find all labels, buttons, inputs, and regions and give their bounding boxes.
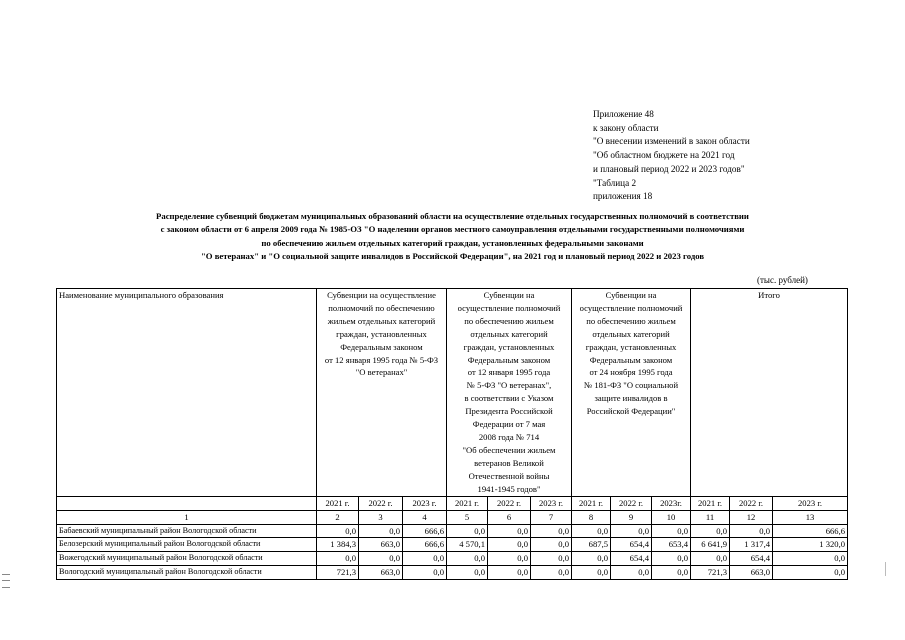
value-cell: 4 570,1 (447, 538, 488, 552)
page-edge-line (885, 562, 886, 576)
value-cell: 0,0 (773, 566, 848, 580)
header-municipality (57, 289, 317, 497)
appendix-line: Приложение 48 (593, 109, 654, 119)
title-line: с законом области от 6 апреля 2009 года № 1985-ОЗ "О наделении органов местного самоуправления отдельными государственными полномочиями (160, 224, 745, 235)
value-cell: 654,4 (611, 538, 652, 552)
header-disabled (572, 289, 691, 497)
header-line: Отечественной войны (468, 470, 550, 481)
column-number-cell: 1 (57, 510, 317, 524)
header-line: 1941-1945 годов" (477, 483, 541, 494)
value-cell: 663,0 (359, 566, 403, 580)
header-line: 2008 года № 714 (478, 431, 540, 442)
units-label: (тыс. рублей) (757, 275, 808, 285)
value-cell: 0,0 (691, 552, 730, 566)
header-line: Президента Российской (465, 406, 553, 417)
value-cell: 0,0 (652, 566, 691, 580)
appendix-line: "О внесении изменений в закон области (593, 136, 750, 147)
header-line: "Об обеспечении жильем (462, 444, 556, 455)
header-row (57, 289, 848, 497)
year-blank-cell (57, 496, 317, 510)
value-cell: 0,0 (447, 524, 488, 538)
column-number-cell: 2 (317, 510, 359, 524)
value-cell: 0,0 (359, 552, 403, 566)
column-number-cell: 13 (773, 510, 848, 524)
value-cell: 0,0 (488, 538, 531, 552)
value-cell: 0,0 (572, 524, 611, 538)
value-cell: 0,0 (403, 552, 447, 566)
value-cell: 0,0 (447, 566, 488, 580)
municipality-name-cell: Белозерский муниципальный район Вологодской области (57, 538, 317, 552)
header-line: Субвенции на (605, 290, 657, 300)
value-cell: 0,0 (317, 524, 359, 538)
title-line: "О ветеранах" и "О социальной защите инвалидов в Российской Федерации", на 2021 год и плановый период 2022 и 2023 годов (200, 251, 705, 262)
value-cell: 6 641,9 (691, 538, 730, 552)
column-number-cell: 10 (652, 510, 691, 524)
subsidy-table (56, 288, 848, 580)
year-row (57, 496, 848, 510)
header-line: Федеральным законом (340, 341, 423, 352)
column-number-cell: 3 (359, 510, 403, 524)
value-cell: 0,0 (531, 538, 572, 552)
header-line: ветеранов Великой (474, 457, 544, 468)
header-line: Субвенции на (483, 290, 535, 300)
value-cell: 663,0 (359, 538, 403, 552)
value-cell: 653,4 (652, 538, 691, 552)
title-line: Распределение субвенций бюджетам муниципальных образований области на осуществление отдельных государственных полномочий в соответствии (156, 211, 749, 221)
value-cell: 654,4 (611, 552, 652, 566)
year-cell: 2023г. (652, 496, 691, 510)
header-line: от 24 ноября 1995 года (589, 367, 673, 378)
municipality-name-cell: Бабаевский муниципальный район Вологодской области (57, 524, 317, 538)
header-line: осуществление полномочий (579, 302, 683, 313)
header-line: осуществление полномочий (457, 302, 561, 313)
value-cell: 721,3 (317, 566, 359, 580)
appendix-line: и плановый период 2022 и 2023 годов" (593, 163, 745, 174)
year-cell: 2022 г. (359, 496, 403, 510)
header-line: Наименование муниципального образования (59, 290, 224, 300)
value-cell: 0,0 (611, 566, 652, 580)
value-cell: 1 320,0 (773, 538, 848, 552)
value-cell: 654,4 (730, 552, 773, 566)
value-cell: 0,0 (488, 552, 531, 566)
header-line: жильем отдельных категорий (327, 315, 436, 326)
header-line: полномочий по обеспечению (328, 302, 435, 313)
header-line: Федерации от 7 мая (472, 419, 546, 430)
value-cell: 721,3 (691, 566, 730, 580)
year-cell: 2022 г. (730, 496, 773, 510)
value-cell: 0,0 (572, 552, 611, 566)
value-cell: 1 384,3 (317, 538, 359, 552)
header-line: Федеральным законом (467, 354, 551, 365)
year-cell: 2023 г. (403, 496, 447, 510)
year-cell: 2021 г. (317, 496, 359, 510)
column-number-cell: 8 (572, 510, 611, 524)
value-cell: 0,0 (359, 524, 403, 538)
appendix-block (593, 108, 793, 204)
value-cell: 0,0 (691, 524, 730, 538)
value-cell: 1 317,4 (730, 538, 773, 552)
header-line: Субвенции на осуществление (327, 290, 436, 300)
document-title (95, 210, 810, 264)
value-cell: 0,0 (488, 566, 531, 580)
value-cell: 0,0 (531, 552, 572, 566)
appendix-line: к закону области (593, 122, 659, 133)
header-line: по обеспечению жильем (464, 315, 554, 326)
value-cell: 0,0 (652, 524, 691, 538)
municipality-name-cell: Вологодский муниципальный район Вологодской области (57, 566, 317, 580)
column-number-cell: 4 (403, 510, 447, 524)
table-row (57, 566, 848, 580)
value-cell: 0,0 (317, 552, 359, 566)
column-number-cell: 7 (531, 510, 572, 524)
value-cell: 0,0 (403, 566, 447, 580)
header-veterans (317, 289, 447, 497)
column-number-row (57, 510, 848, 524)
value-cell: 663,0 (730, 566, 773, 580)
table-row (57, 524, 848, 538)
header-line: граждан, установленных (336, 328, 427, 339)
value-cell: 666,6 (773, 524, 848, 538)
header-line: отдельных категорий (592, 328, 670, 339)
value-cell: 0,0 (531, 524, 572, 538)
value-cell: 666,6 (403, 538, 447, 552)
header-line: граждан, установленных (585, 341, 677, 352)
value-cell: 0,0 (652, 552, 691, 566)
header-line: Итого (758, 290, 780, 300)
value-cell: 0,0 (730, 524, 773, 538)
value-cell: 0,0 (488, 524, 531, 538)
appendix-line: "Таблица 2 (593, 177, 637, 188)
header-line: защите инвалидов в (594, 393, 668, 404)
value-cell: 666,6 (403, 524, 447, 538)
header-line: от 12 января 1995 года (467, 367, 551, 378)
header-line: отдельных категорий (470, 328, 548, 339)
header-line: в соответствии с Указом (464, 393, 554, 404)
header-line: Российской Федерации" (586, 406, 676, 417)
column-number-cell: 6 (488, 510, 531, 524)
header-line: по обеспечению жильем (586, 315, 676, 326)
year-cell: 2022 г. (488, 496, 531, 510)
value-cell: 0,0 (572, 566, 611, 580)
column-number-cell: 12 (730, 510, 773, 524)
column-number-cell: 11 (691, 510, 730, 524)
year-cell: 2023 г. (773, 496, 848, 510)
header-line: от 12 января 1995 года № 5-ФЗ (324, 354, 439, 365)
header-veterans-decree (447, 289, 572, 497)
header-line: граждан, установленных (463, 341, 555, 352)
appendix-line: "Об областном бюджете на 2021 год (593, 150, 735, 161)
page-edge-mark (2, 574, 10, 588)
table-row (57, 552, 848, 566)
year-cell: 2021 г. (572, 496, 611, 510)
column-number-cell: 5 (447, 510, 488, 524)
header-line: "О ветеранах" (355, 367, 408, 378)
year-cell: 2022 г. (611, 496, 652, 510)
year-cell: 2023 г. (531, 496, 572, 510)
header-line: № 5-ФЗ "О ветеранах", (466, 380, 552, 391)
title-line: по обеспечению жильем отдельных категорий граждан, установленных федеральными законами (261, 237, 644, 248)
value-cell: 0,0 (773, 552, 848, 566)
appendix-line: приложения 18 (593, 191, 653, 202)
value-cell: 0,0 (611, 524, 652, 538)
table-row (57, 538, 848, 552)
column-number-cell: 9 (611, 510, 652, 524)
header-line: Федеральным законом (589, 354, 673, 365)
value-cell: 0,0 (531, 566, 572, 580)
year-cell: 2021 г. (447, 496, 488, 510)
value-cell: 0,0 (447, 552, 488, 566)
municipality-name-cell: Вожегодский муниципальный район Вологодской области (57, 552, 317, 566)
header-total (691, 289, 848, 497)
value-cell: 687,5 (572, 538, 611, 552)
year-cell: 2021 г. (691, 496, 730, 510)
header-line: № 181-ФЗ "О социальной (583, 380, 679, 391)
